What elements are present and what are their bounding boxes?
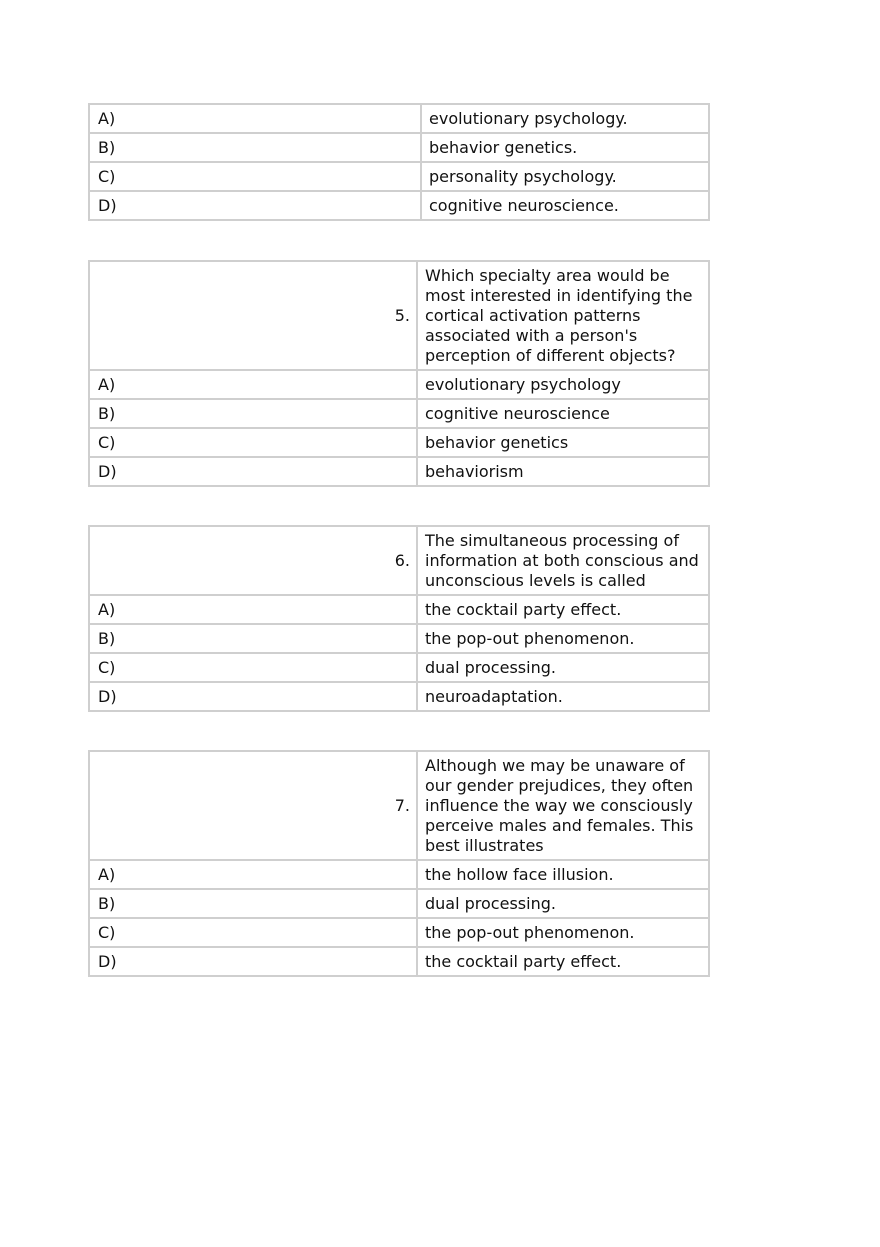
option-text: the cocktail party effect. <box>417 595 709 624</box>
option-text: cognitive neuroscience. <box>421 191 709 220</box>
option-text: dual processing. <box>417 653 709 682</box>
question-7-table <box>88 750 710 977</box>
question-number: 7. <box>89 751 417 860</box>
option-row <box>89 682 709 711</box>
option-text: personality psychology. <box>421 162 709 191</box>
option-text: cognitive neuroscience <box>417 399 709 428</box>
option-letter: B) <box>89 133 421 162</box>
option-letter: B) <box>89 399 417 428</box>
option-text: evolutionary psychology <box>417 370 709 399</box>
option-row <box>89 595 709 624</box>
option-letter: A) <box>89 104 421 133</box>
option-row <box>89 162 709 191</box>
option-row <box>89 428 709 457</box>
question-4-table <box>88 103 710 221</box>
option-letter: C) <box>89 653 417 682</box>
option-row <box>89 947 709 976</box>
option-text: the cocktail party effect. <box>417 947 709 976</box>
option-letter: A) <box>89 370 417 399</box>
question-text: Which specialty area would be most interested in identifying the cortical activation patterns associated with a person's perception of different objects? <box>417 261 709 370</box>
option-text: the pop-out phenomenon. <box>417 624 709 653</box>
option-letter: D) <box>89 682 417 711</box>
option-letter: D) <box>89 947 417 976</box>
question-row <box>89 751 709 860</box>
question-row <box>89 261 709 370</box>
option-text: dual processing. <box>417 889 709 918</box>
option-text: the hollow face illusion. <box>417 860 709 889</box>
option-letter: D) <box>89 191 421 220</box>
option-row <box>89 653 709 682</box>
option-row <box>89 191 709 220</box>
option-row <box>89 624 709 653</box>
option-row <box>89 889 709 918</box>
question-text: The simultaneous processing of information at both conscious and unconscious levels is called <box>417 526 709 595</box>
question-text: Although we may be unaware of our gender prejudices, they often influence the way we consciously perceive males and females. This best illustrates <box>417 751 709 860</box>
option-row <box>89 399 709 428</box>
option-row <box>89 133 709 162</box>
option-text: behavior genetics. <box>421 133 709 162</box>
option-row <box>89 370 709 399</box>
option-letter: B) <box>89 624 417 653</box>
question-6-table <box>88 525 710 712</box>
option-letter: A) <box>89 595 417 624</box>
option-text: the pop-out phenomenon. <box>417 918 709 947</box>
option-text: evolutionary psychology. <box>421 104 709 133</box>
question-row <box>89 526 709 595</box>
question-number: 6. <box>89 526 417 595</box>
option-letter: C) <box>89 918 417 947</box>
option-letter: B) <box>89 889 417 918</box>
option-letter: D) <box>89 457 417 486</box>
question-5-table <box>88 260 710 487</box>
option-text: behavior genetics <box>417 428 709 457</box>
option-letter: A) <box>89 860 417 889</box>
option-row <box>89 860 709 889</box>
option-text: behaviorism <box>417 457 709 486</box>
option-row <box>89 457 709 486</box>
option-row <box>89 104 709 133</box>
option-row <box>89 918 709 947</box>
option-letter: C) <box>89 428 417 457</box>
option-letter: C) <box>89 162 421 191</box>
option-text: neuroadaptation. <box>417 682 709 711</box>
question-number: 5. <box>89 261 417 370</box>
